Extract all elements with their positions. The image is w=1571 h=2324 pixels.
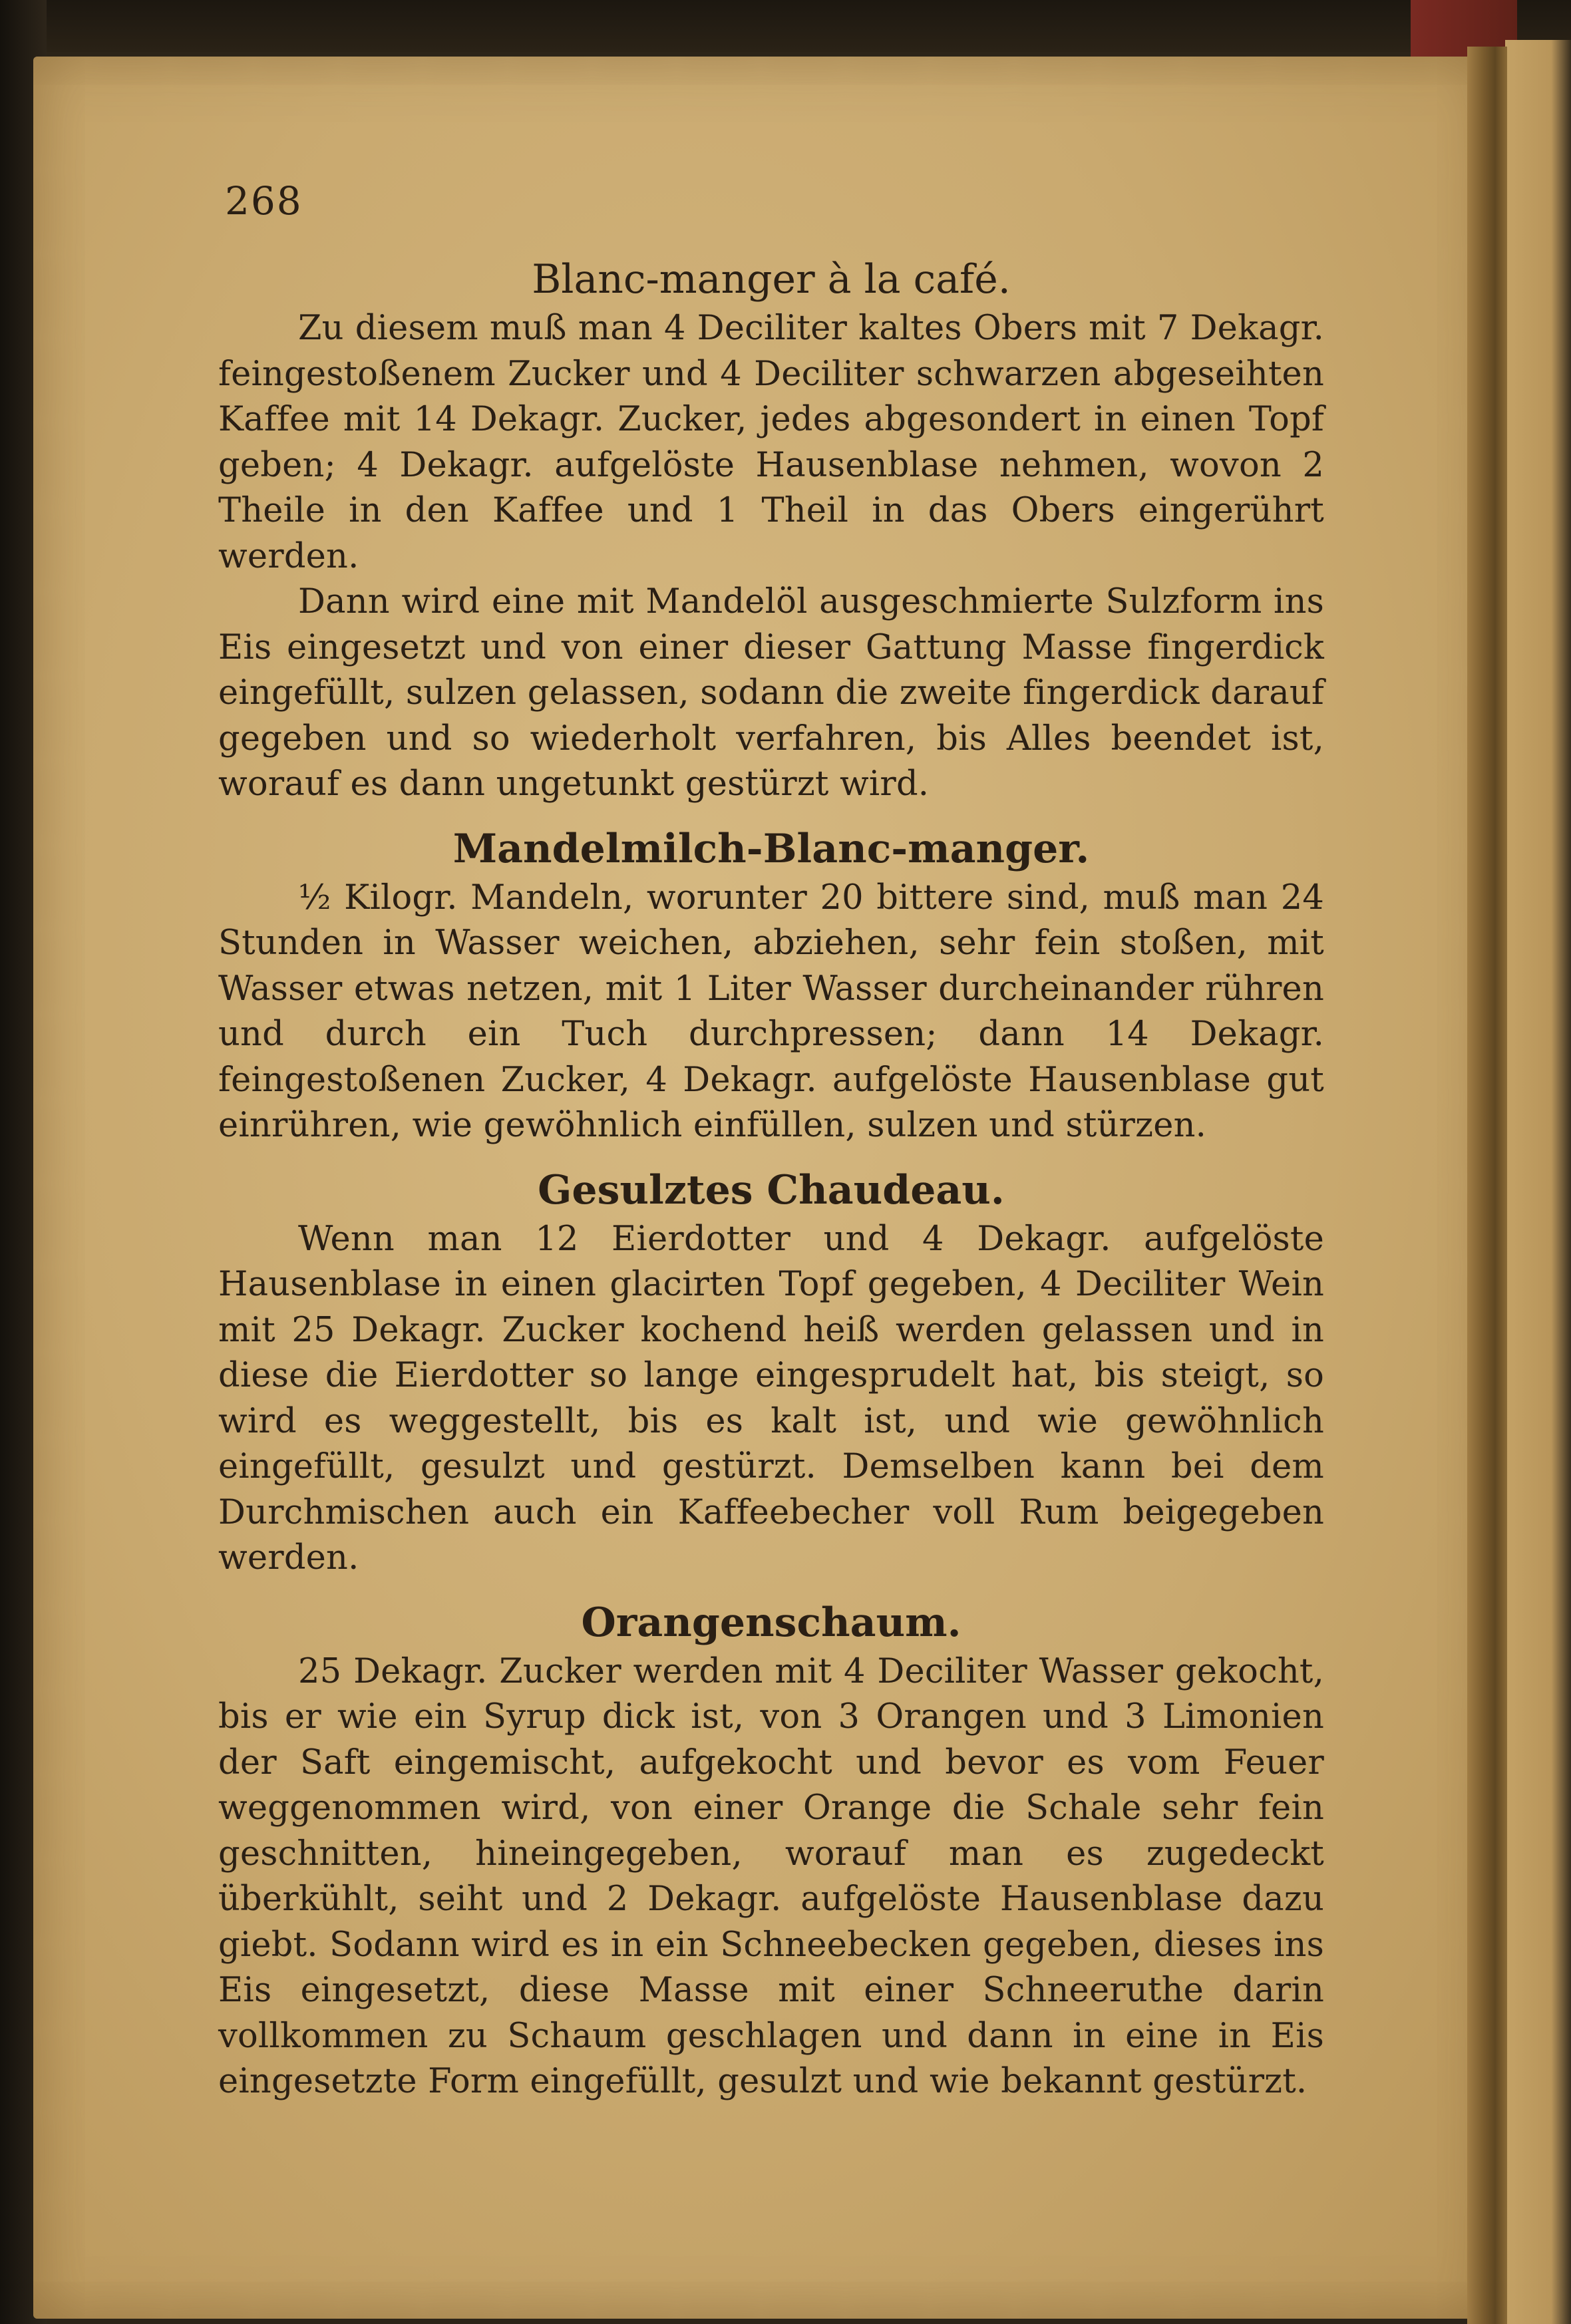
- book-gutter: [1467, 47, 1507, 2324]
- recipe-gesulztes-chaudeau: [218, 1164, 1324, 1581]
- recipe-orangenschaum: [218, 1596, 1324, 2105]
- recipe-paragraph: Zu diesem muß man 4 Deciliter kaltes Obers mit 7 Dekagr. feingestoßenem Zucker und 4 Deciliter schwarzen abgeseihten Kaffee mit 14 Dekagr. Zucker, jedes abgesondert in einen Topf geben; 4 Dekagr. aufgelöste Hausenblase nehmen, wovon 2 Theile in den Kaffee und 1 Theil in das Obers eingerührt werden.: [218, 309, 1324, 576]
- recipe-title: Blanc-manger à la café.: [532, 256, 1011, 303]
- page-number: 268: [225, 178, 303, 224]
- recipe-title: Mandelmilch-Blanc-manger.: [452, 825, 1090, 872]
- recipe-paragraph: Wenn man 12 Eierdotter und 4 Dekagr. aufgelöste Hausenblase in einen glacirten Topf gegeben, 4 Deciliter Wein mit 25 Dekagr. Zucker kochend heiß werden gelassen und in diese die Eierdotter so lange eingesprudelt hat, bis steigt, so wird es weggestellt, bis es kalt ist, und wie gewöhnlich eingefüllt, gesulzt und gestürzt. Demselben kann bei dem Durchmischen auch ein Kaffeebecher voll Rum beigegeben werden.: [218, 1219, 1324, 1577]
- recipe-paragraph: 25 Dekagr. Zucker werden mit 4 Deciliter Wasser gekocht, bis er wie ein Syrup dick ist, von 3 Orangen und 3 Limonien der Saft eingemischt, aufgekocht und bevor es vom Feuer weggenommen wird, von einer Orange die Schale sehr fein geschnitten, hineingegeben, worauf man es zugedeckt überkühlt, seiht und 2 Dekagr. aufgelöste Hausenblase dazu giebt. Sodann wird es in ein Schneebecken gegeben, dieses ins Eis eingesetzt, diese Masse mit einer Schneeruthe darin vollkommen zu Schaum geschlagen und dann in eine in Eis eingesetzte Form eingefüllt, gesulzt und wie bekannt gestürzt.: [218, 1651, 1324, 2101]
- scan-top-edge: [0, 0, 1571, 52]
- page-content: [218, 253, 1324, 2120]
- recipe-paragraph: Dann wird eine mit Mandelöl ausgeschmierte Sulzform ins Eis eingesetzt und von einer dieser Gattung Masse fingerdick eingefüllt, sulzen gelassen, sodann die zweite fingerdick darauf gegeben und so wiederholt verfahren, bis Alles beendet ist, worauf es dann ungetunkt gestürzt wird.: [218, 582, 1324, 804]
- recipe-blanc-manger-cafe: [218, 253, 1324, 808]
- adjacent-page-edge: [1505, 40, 1571, 2324]
- recipe-paragraph: ½ Kilogr. Mandeln, worunter 20 bittere sind, muß man 24 Stunden in Wasser weichen, abziehen, sehr fein stoßen, mit Wasser etwas netzen, mit 1 Liter Wasser durcheinander rühren und durch ein Tuch durchpressen; dann 14 Dekagr. feingestoßenen Zucker, 4 Dekagr. aufgelöste Hausenblase gut einrühren, wie gewöhnlich einfüllen, sulzen und stürzen.: [218, 878, 1324, 1145]
- recipe-mandelmilch-blanc-manger: [218, 822, 1324, 1149]
- recipe-title: Orangenschaum.: [581, 1599, 961, 1646]
- recipe-title: Gesulztes Chaudeau.: [538, 1166, 1005, 1214]
